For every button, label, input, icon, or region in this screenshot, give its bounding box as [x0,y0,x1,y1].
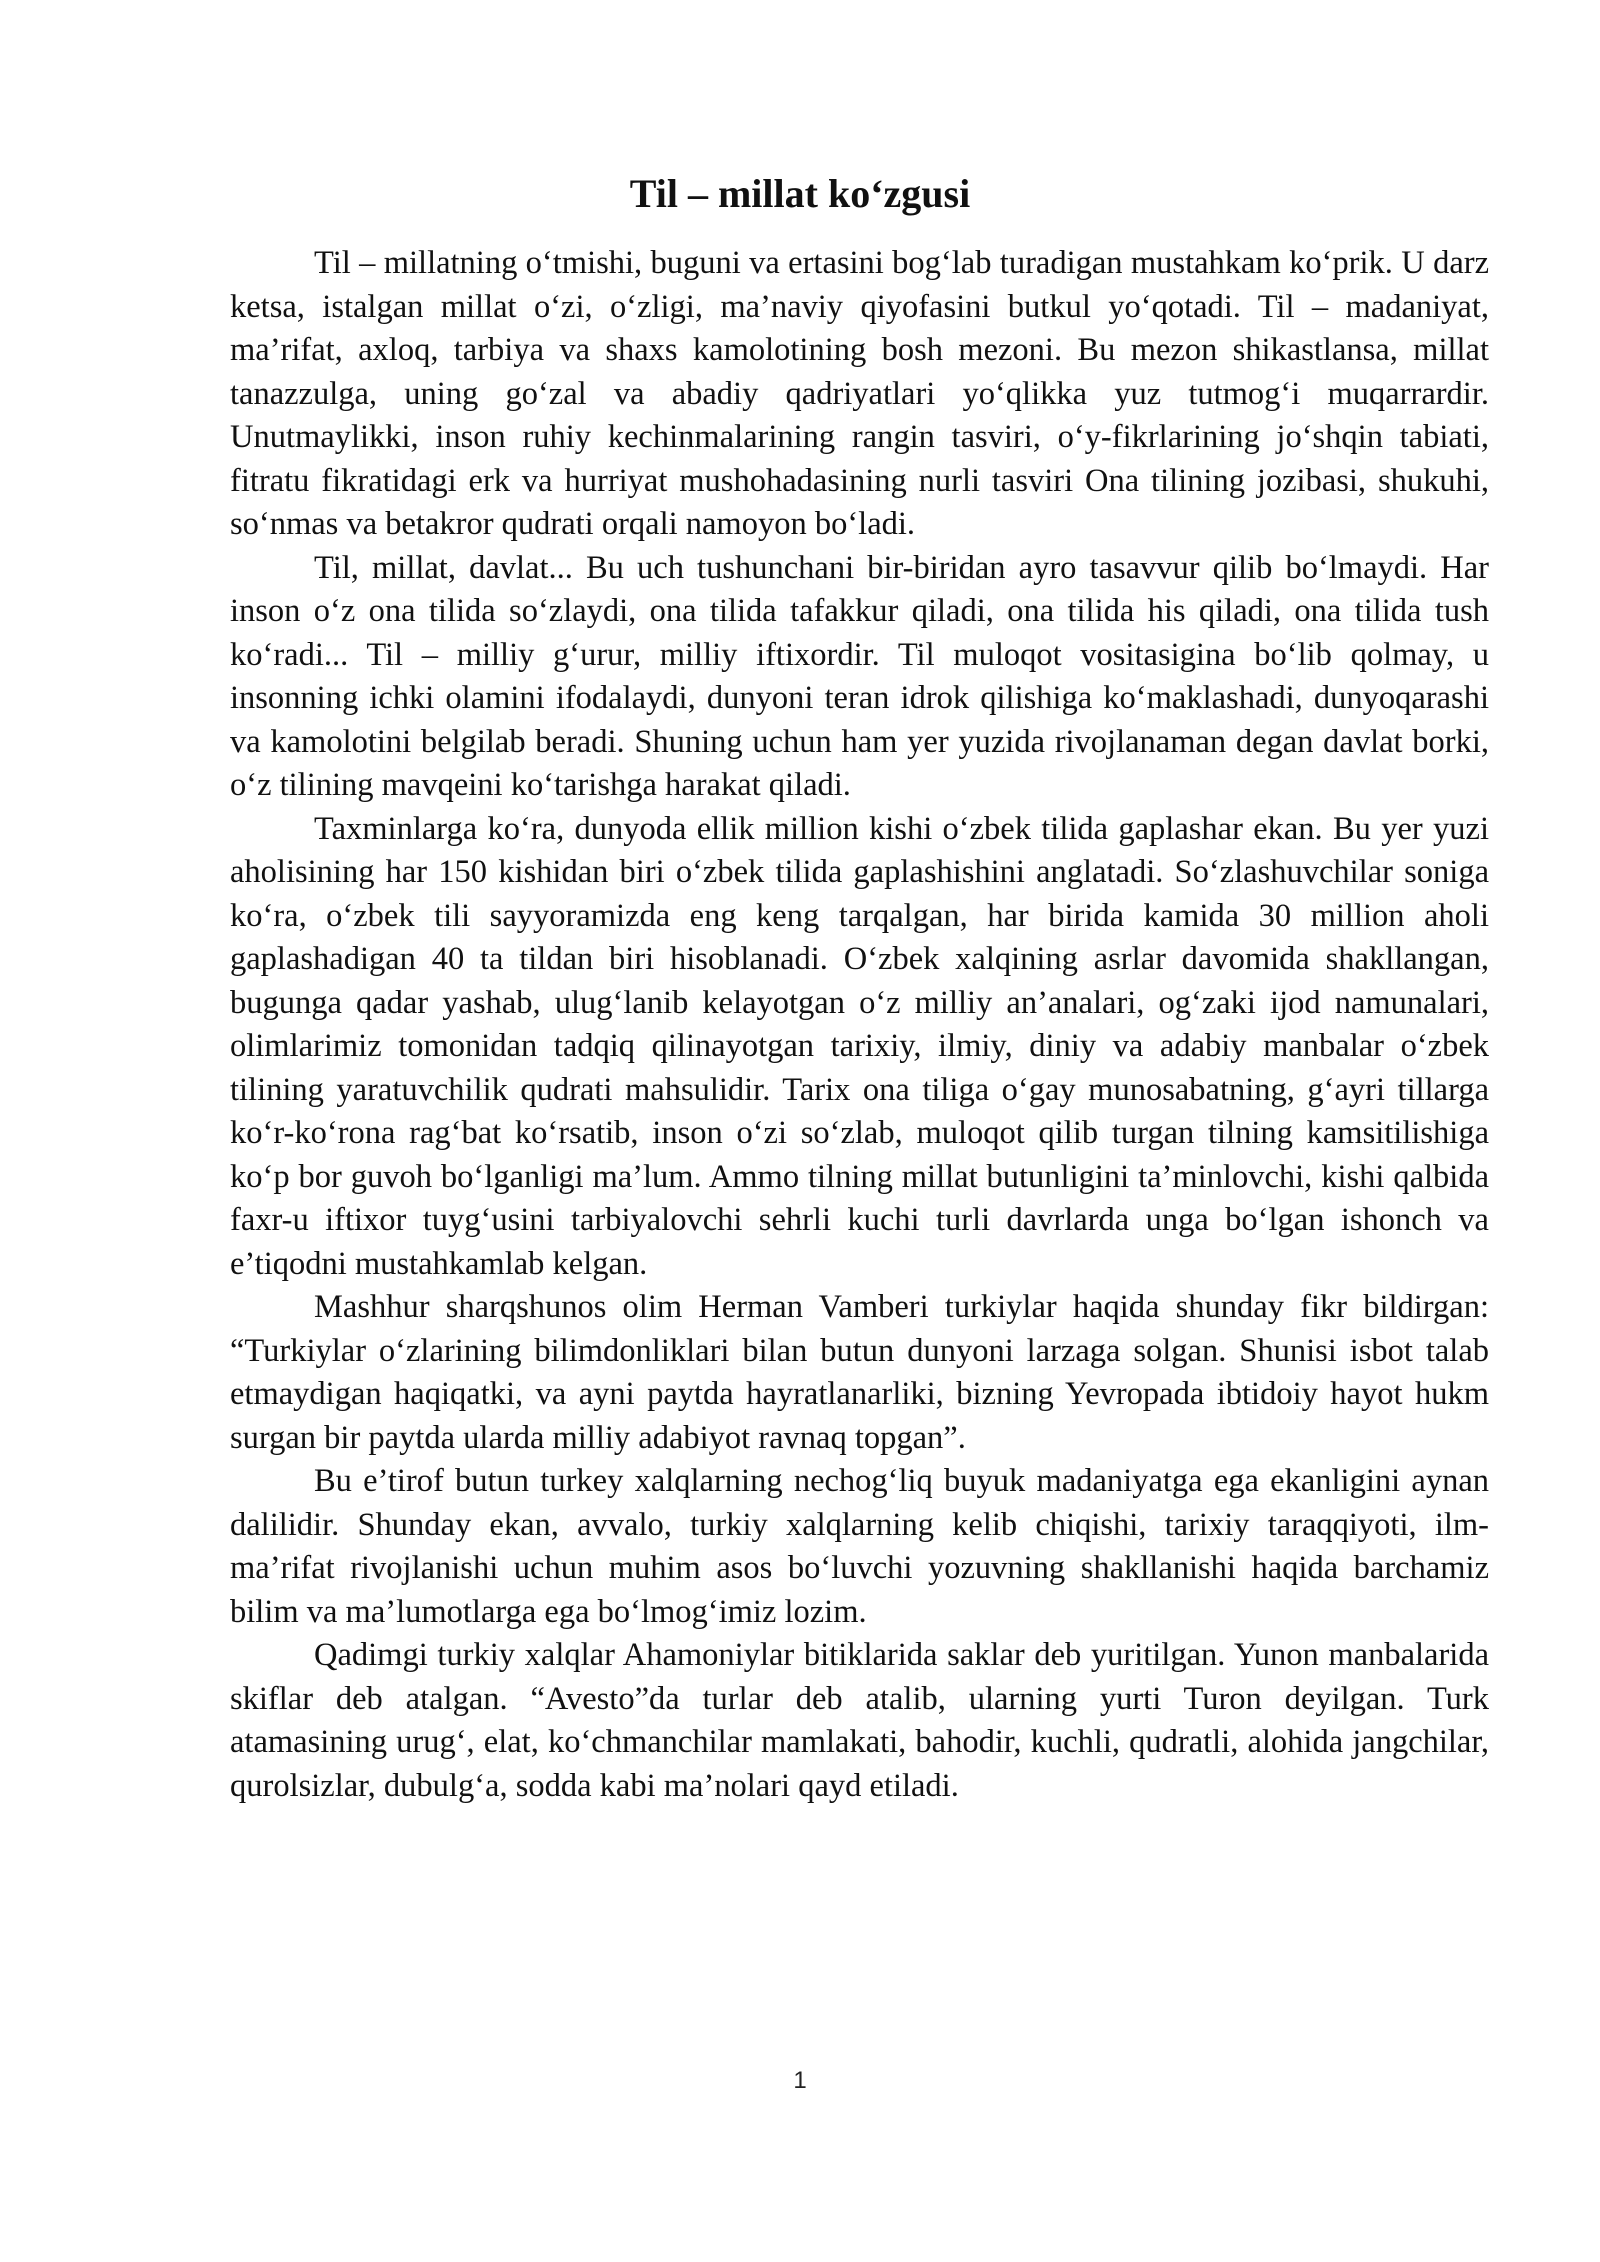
body-text [230,242,1489,1808]
page-title: Til – millat ko‘zgusi [629,171,971,216]
paragraph: Qadimgi turkiy xalqlar Ahamoniylar bitiklarida saklar deb yuritilgan. Yunon manbalarida skiflar deb atalgan. “Avesto”da turlar deb atalib, ularning yurti Turon deyilgan. Turk atamasining urug‘, elat, ko‘chmanchilar mamlakati, bahodir, kuchli, qudratli, alohida jangchilar, qurolsizlar, dubulg‘a, sodda kabi ma’nolari qayd etiladi. [230,1637,1489,1804]
paragraph: Mashhur sharqshunos olim Herman Vamberi turkiylar haqida shunday fikr bildirgan: “Turkiylar o‘zlarining bilimdonliklari bilan butun dunyoni larzaga solgan. Shunisi isbot talab etmaydigan haqiqatki, va ayni paytda hayratlanarliki, bizning Yevropada ibtidoiy hayot hukm surgan bir paytda ularda milliy adabiyot ravnaq topgan”. [230,1289,1489,1456]
page-number: 1 [793,2067,807,2094]
paragraph: Til, millat, davlat... Bu uch tushunchani bir-biridan ayro tasavvur qilib bo‘lmaydi. Har inson o‘z ona tilida so‘zlaydi, ona tilida tafakkur qiladi, ona tilida his qiladi, ona tilida tush ko‘radi... Til – milliy g‘urur, milliy iftixordir. Til muloqot vositasigina bo‘lib qolmay, u insonning ichki olamini ifodalaydi, dunyoni teran idrok qilishiga ko‘maklashadi, dunyoqarashi va kamolotini belgilab beradi. Shuning uchun ham yer yuzida rivojlanaman degan davlat borki, o‘z tilining mavqeini ko‘tarishga harakat qiladi. [230,549,1489,803]
paragraph: Bu e’tirof butun turkey xalqlarning nechog‘liq buyuk madaniyatga ega ekanligini aynan dalilidir. Shunday ekan, avvalo, turkiy xalqlarning kelib chiqishi, tarixiy taraqqiyoti, ilm-ma’rifat rivojlanishi uchun muhim asos bo‘luvchi yozuvning shakllanishi haqida barchamiz bilim va ma’lumotlarga ega bo‘lmog‘imiz lozim. [230,1463,1489,1630]
paragraph: Taxminlarga ko‘ra, dunyoda ellik million kishi o‘zbek tilida gaplashar ekan. Bu yer yuzi aholisining har 150 kishidan biri o‘zbek tilida gaplashishini anglatadi. So‘zlashuvchilar soniga ko‘ra, o‘zbek tili sayyoramizda eng keng tarqalgan, har birida kamida 30 million aholi gaplashadigan 40 ta tildan biri hisoblanadi. O‘zbek xalqining asrlar davomida shakllangan, bugunga qadar yashab, ulug‘lanib kelayotgan o‘z milliy an’analari, og‘zaki ijod namunalari, olimlarimiz tomonidan tadqiq qilinayotgan tarixiy, ilmiy, diniy va adabiy manbalar o‘zbek tilining yaratuvchilik qudrati mahsulidir. Tarix ona tiliga o‘gay munosabatning, g‘ayri tillarga ko‘r-ko‘rona rag‘bat ko‘rsatib, inson o‘zi so‘zlab, muloqot qilib turgan tilning kamsitilishiga ko‘p bor guvoh bo‘lganligi ma’lum. Ammo tilning millat butunligini ta’minlovchi, kishi qalbida faxr-u iftixor tuyg‘usini tarbiyalovchi sehrli kuchi turli davrlarda unga bo‘lgan ishonch va e’tiqodni mustahkamlab kelgan. [230,810,1489,1282]
paragraph: Til – millatning o‘tmishi, buguni va ertasini bog‘lab turadigan mustahkam ko‘prik. U darz ketsa, istalgan millat o‘zi, o‘zligi, ma’naviy qiyofasini butkul yo‘qotadi. Til – madaniyat, ma’rifat, axloq, tarbiya va shaxs kamolotining bosh mezoni. Bu mezon shikastlansa, millat tanazzulga, uning go‘zal va abadiy qadriyatlari yo‘qlikka yuz tutmog‘i muqarrardir. Unutmaylikki, inson ruhiy kechinmalarining rangin tasviri, o‘y-fikrlarining jo‘shqin tabiati, fitratu fikratidagi erk va hurriyat mushohadasining nurli tasviri Ona tilining jozibasi, shukuhi, so‘nmas va betakror qudrati orqali namoyon bo‘ladi. [230,245,1489,542]
